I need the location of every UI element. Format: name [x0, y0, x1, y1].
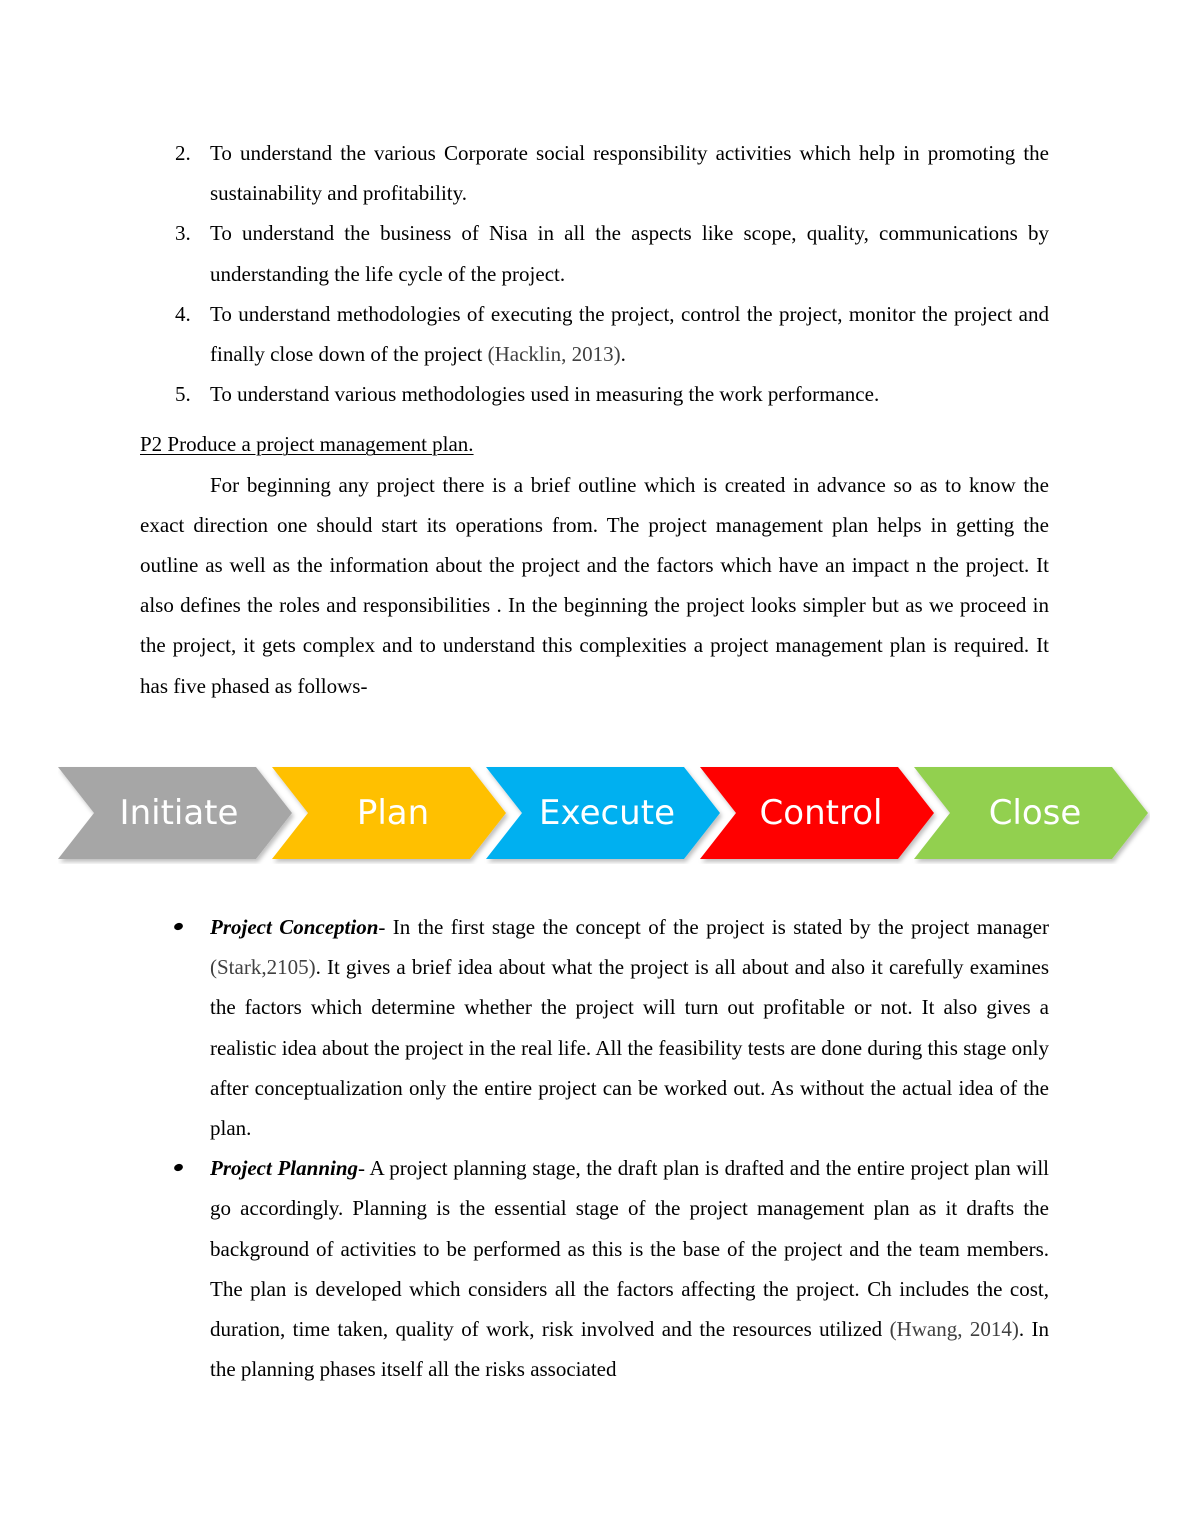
list-item-text: To understand the business of Nisa in all the aspects like scope, quality, communications by understanding the life cycle of the project.	[210, 221, 1049, 286]
objectives-list	[140, 133, 1049, 414]
list-item	[140, 1148, 1049, 1389]
bullet-icon	[173, 922, 184, 932]
phases-diagram	[58, 766, 1150, 864]
citation: (Hacklin, 2013)	[487, 342, 621, 367]
stage-label: Execute	[539, 793, 675, 833]
phase-term: Project Planning	[210, 1156, 359, 1181]
list-item	[140, 133, 1049, 213]
phases-chevron-graphic	[58, 766, 1150, 864]
phases-list	[140, 907, 1049, 1389]
stage-label: Control	[759, 793, 883, 833]
section-heading: P2 Produce a project management plan.	[140, 432, 474, 457]
stage-label: Plan	[356, 793, 430, 833]
phase-text-cont: . In the planning phases itself all the risks associated	[210, 1317, 1050, 1382]
stage-close	[914, 767, 1148, 859]
list-number: 2.	[175, 141, 191, 165]
phase-text-cont: . It gives a brief idea about what the project is all about and also it carefully examines the factors which determine whether the project will turn out profitable or not. It also gives a realistic idea about the project in the real life. All the feasibility tests are done during this stage only after conceptualization only the entire project can be worked out. As without the actual idea of the plan.	[210, 955, 1049, 1141]
stage-label: Close	[988, 793, 1082, 833]
stage-label: Initiate	[119, 793, 239, 833]
list-number: 4.	[175, 301, 191, 326]
stage-execute	[486, 767, 720, 859]
phase-text: - A project planning stage, the draft plan is drafted and the entire project plan will go accordingly. Planning is the essential stage of the project management plan as it drafts the background of activities to be performed as this is the base of the project and the team members. The plan is developed which considers all the factors affecting the project. Ch includes the cost, duration, time taken, quality of work, risk involved and the resources utilized	[210, 1156, 1049, 1342]
list-item	[140, 374, 1049, 414]
list-item-text: To understand various methodologies used in measuring the work performance.	[210, 382, 880, 407]
stage-control	[700, 767, 934, 859]
list-item-text-end: .	[620, 342, 626, 367]
list-item	[140, 213, 1049, 293]
list-item-text: To understand the various Corporate social responsibility activities which help in promoting the sustainability and profitability.	[210, 141, 1049, 206]
stage-initiate	[58, 767, 292, 859]
phase-text: - In the first stage the concept of the project is stated by the project manager	[378, 915, 1049, 939]
list-number: 5.	[175, 382, 191, 407]
citation: (Hwang, 2014)	[889, 1317, 1019, 1342]
phase-term: Project Conception	[210, 915, 379, 939]
list-item	[140, 294, 1049, 374]
list-item	[140, 907, 1049, 1148]
stage-plan	[272, 767, 506, 859]
bullet-icon	[173, 1163, 184, 1173]
citation: (Stark,2105)	[210, 955, 316, 980]
list-number: 3.	[175, 221, 191, 246]
phases-section	[140, 907, 1049, 1389]
objectives-section	[140, 133, 1049, 706]
section-paragraph: For beginning any project there is a brief outline which is created in advance so as to know the exact direction one should start its operations from. The project management plan helps in getting the outline as well as the information about the project and the factors which have an impact n the project. It also defines the roles and responsibilities . In the beginning the project looks simpler but as we proceed in the project, it gets complex and to understand this complexities a project management plan is required. It has five phased as follows-	[140, 472, 1049, 698]
list-item-text: To understand methodologies of executing the project, control the project, monitor the project and finally close down of the project	[210, 301, 1049, 367]
